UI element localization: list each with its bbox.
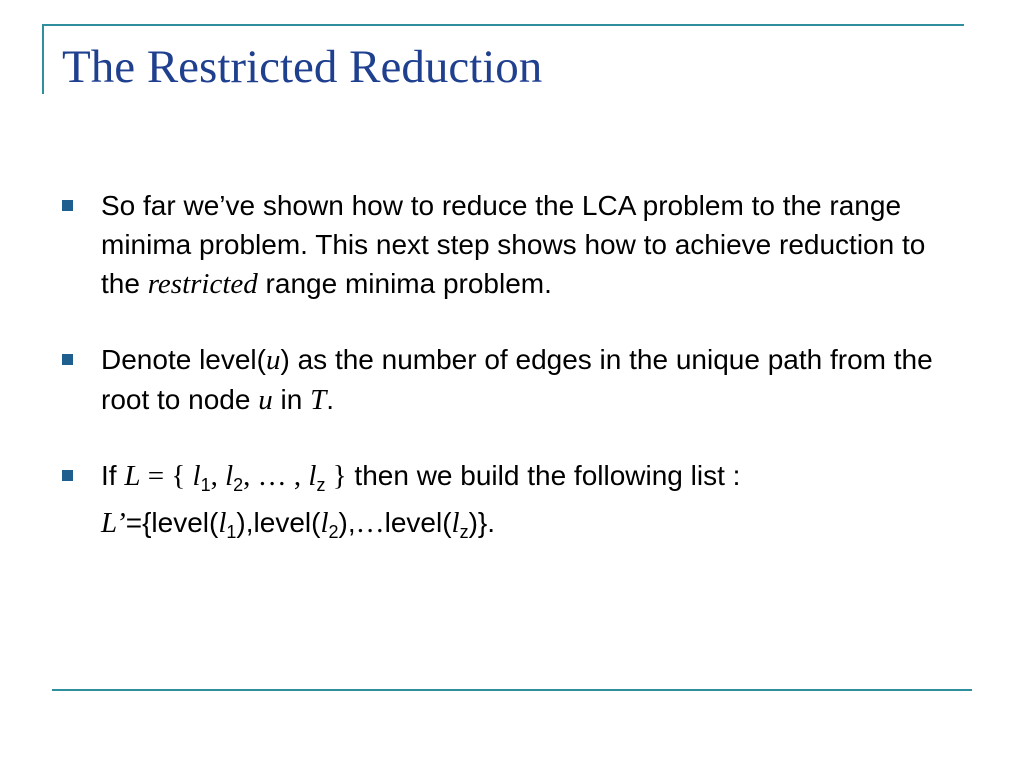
slide-title: The Restricted Reduction [62, 41, 543, 93]
var-l: l [218, 507, 227, 539]
subscript-1: 1 [226, 522, 237, 542]
bullet-2-text-c: in [272, 384, 311, 415]
var-l: l [192, 460, 201, 492]
bullet-3-if: If [101, 460, 125, 491]
var-L-prime: L’ [101, 507, 126, 539]
subscript-z: z [316, 475, 326, 495]
bottom-horizontal-rule [52, 689, 972, 691]
bullet-item-3 [62, 456, 962, 543]
var-l: l [225, 460, 234, 492]
bullet-item-1 [62, 186, 962, 304]
var-T: T [310, 384, 327, 416]
square-bullet-icon [62, 354, 73, 365]
subscript-2: 2 [328, 522, 339, 542]
list-close: )}. [468, 507, 496, 538]
comma: , [210, 460, 226, 492]
square-bullet-icon [62, 200, 73, 211]
slide-content [62, 186, 962, 543]
set-close: } [325, 460, 347, 492]
top-horizontal-rule [42, 24, 964, 26]
bullet-2-text-a: Denote level( [101, 344, 266, 375]
level-sep: ), [338, 507, 356, 538]
bullet-3-text: then we build the following list : [346, 460, 741, 491]
bullet-2-text-b: ) as the number of edges in the unique path from the root to node [101, 344, 933, 415]
set-open: = { [140, 460, 193, 492]
bullet-3-line-2 [101, 503, 962, 543]
subscript-z: z [459, 522, 469, 542]
var-l: l [320, 507, 329, 539]
ellipsis: … [355, 507, 385, 539]
bullet-3-line-1 [101, 460, 741, 495]
bullet-1-text-end: range minima problem. [257, 268, 552, 299]
bullet-2-text-d: . [326, 384, 335, 415]
square-bullet-icon [62, 470, 73, 481]
level-open-1: ={level( [125, 507, 219, 538]
subscript-1: 1 [200, 475, 211, 495]
bullet-item-2 [62, 340, 962, 420]
level-open-2: ),level( [236, 507, 321, 538]
subscript-2: 2 [233, 475, 244, 495]
var-L: L [124, 460, 141, 492]
level-open-z: level( [384, 507, 452, 538]
corner-vertical-rule [42, 24, 44, 94]
var-l: l [451, 507, 460, 539]
ellipsis-sep: , … , [243, 460, 309, 492]
bullet-1-emphasis: restricted [147, 268, 258, 300]
var-u: u [265, 344, 281, 376]
bullet-1-text: So far we’ve shown how to reduce the LCA problem to the range minima problem. This next step shows how to achieve reduction to the [101, 190, 926, 299]
var-l: l [308, 460, 317, 492]
var-u: u [258, 384, 273, 416]
